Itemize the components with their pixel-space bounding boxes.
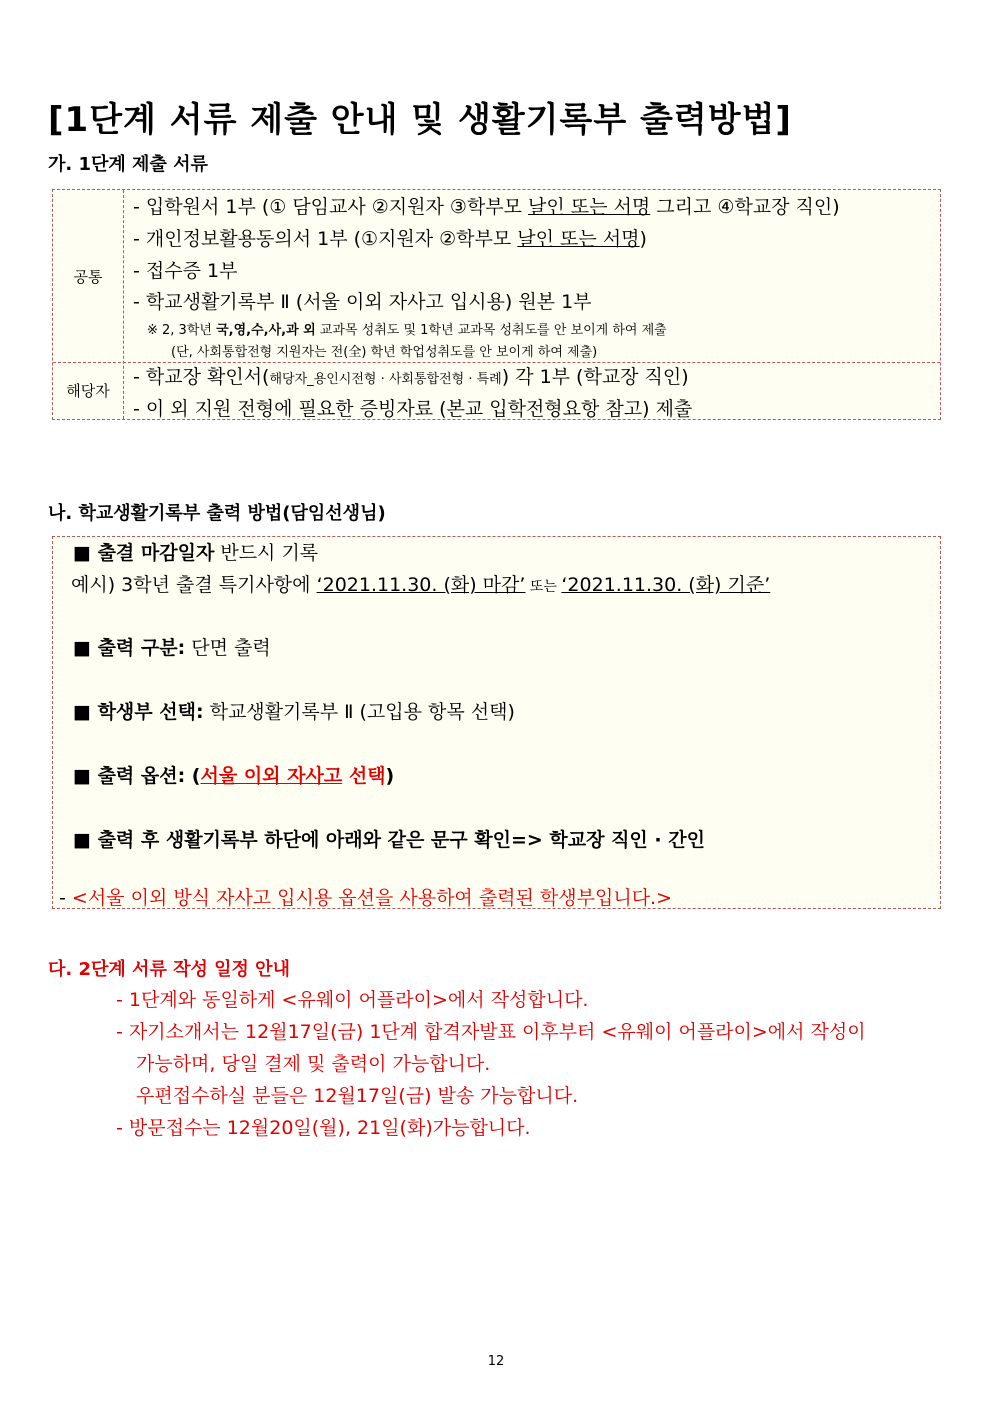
schedule-line-3: 가능하며, 당일 결제 및 출력이 가능합니다. [136,1053,491,1075]
common-label: 공통 [73,268,103,286]
schedule-line-4: 우편접수하실 분들은 12월17일(금) 발송 가능합니다. [136,1085,579,1107]
print-option-line: ■ 출력 옵션: (서울 이외 자사고 선택) [73,765,395,787]
print-method-box [52,536,941,909]
page-title: [1단계 서류 제출 안내 및 생활기록부 출력방법] [48,100,792,140]
table-column-divider [123,190,124,419]
common-item-application: - 입학원서 1부 (① 담임교사 ②지원자 ③학부모 날인 또는 서명 그리고 ④학교장 직인) [133,196,840,218]
schedule-line-5: - 방문접수는 12월20일(월), 21일(화)가능합니다. [116,1117,531,1139]
schedule-line-1: - 1단계와 동일하게 <유웨이 어플라이>에서 작성합니다. [116,989,589,1011]
common-item-receipt: - 접수증 1부 [133,260,238,282]
submission-table [52,189,941,420]
applicable-item-principal-confirmation: - 학교장 확인서(해당자_용인시전형 · 사회통합전형 · 특례) 각 1부 (학교장 직인) [133,366,689,388]
attendance-deadline-line: ■ 출결 마감일자 반드시 기록 [73,542,319,564]
applicable-item-evidence: - 이 외 지원 전형에 필요한 증빙자료 (본교 입학전형요항 참고) 제출 [133,398,693,420]
note-line-1: ※ 2, 3학년 국,영,수,사,과 외 교과목 성취도 및 1학년 교과목 성취도를 안 보이게 하여 제출 [147,323,667,338]
section-heading-1: 가. 1단계 제출 서류 [48,154,208,175]
common-item-privacy-consent: - 개인정보활용동의서 1부 (①지원자 ②학부모 날인 또는 서명) [133,228,647,250]
attendance-example-line: 예시) 3학년 출결 특기사항에 ‘2021.11.30. (화) 마감’ 또는 ‘2021.11.30. (화) 기준’ [71,574,771,596]
section-heading-3: 다. 2단계 서류 작성 일정 안내 [48,959,290,980]
schedule-line-2: - 자기소개서는 12월17일(금) 1단계 합격자발표 이후부터 <유웨이 어플라이>에서 작성이 [116,1021,866,1043]
common-item-school-record: - 학교생활기록부 Ⅱ (서울 이외 자사고 입시용) 원본 1부 [133,291,592,313]
post-print-check-line: ■ 출력 후 생활기록부 하단에 아래와 같은 문구 확인=> 학교장 직인 · 간인 [73,829,705,851]
section-heading-2: 나. 학교생활기록부 출력 방법(담임선생님) [48,503,386,524]
note-line-2: (단, 사회통합전형 지원자는 전(全) 학년 학업성취도를 안 보이게 하여 제출) [171,345,598,360]
applicable-label: 해당자 [66,382,110,400]
footer-phrase-line: - <서울 이외 방식 자사고 입시용 옵션을 사용하여 출력된 학생부입니다.> [59,887,673,909]
page-number: 12 [487,1354,505,1369]
print-type-line: ■ 출력 구분: 단면 출력 [73,637,271,659]
record-selection-line: ■ 학생부 선택: 학교생활기록부 Ⅱ (고입용 항목 선택) [73,701,515,723]
